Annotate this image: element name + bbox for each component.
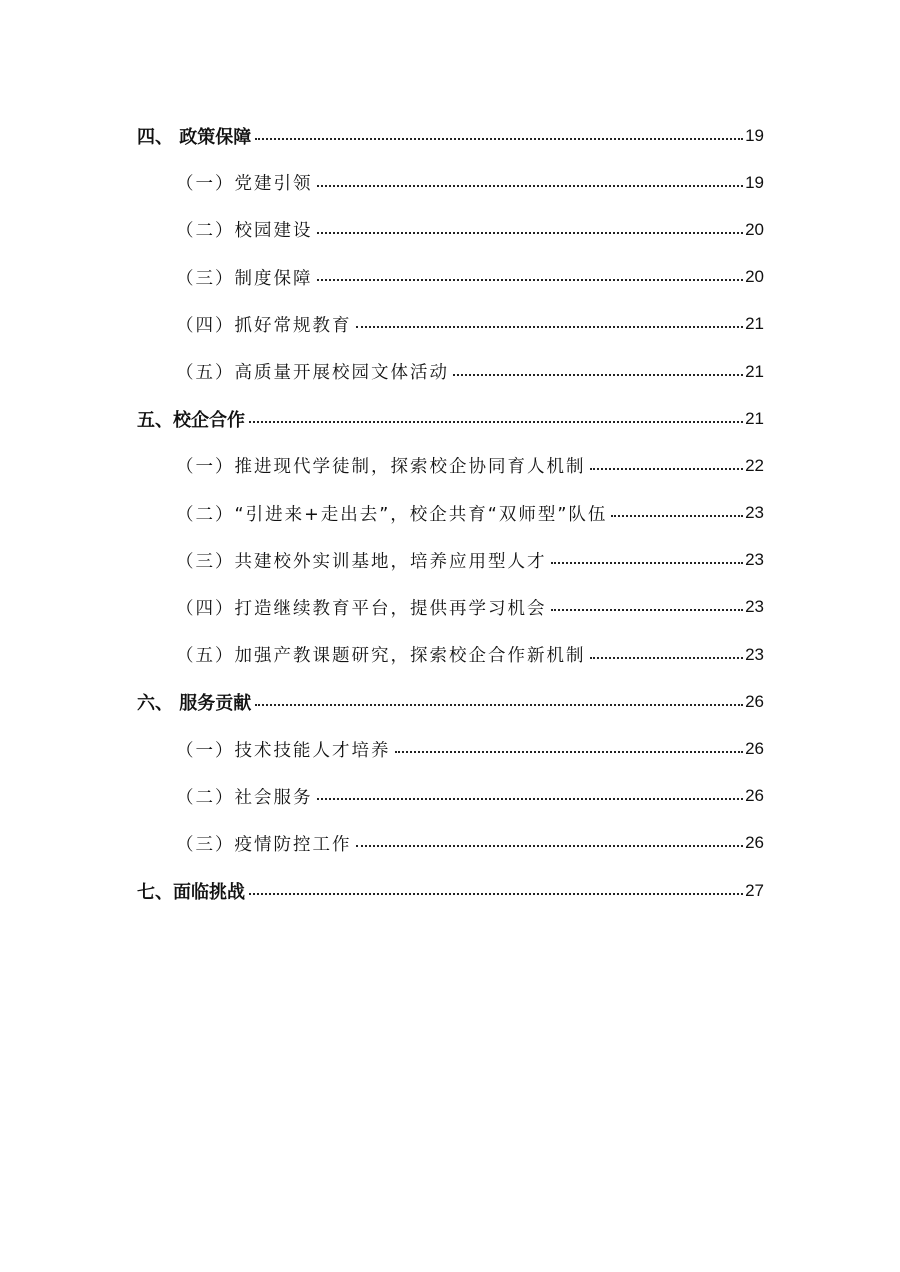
dot-leader	[255, 138, 743, 140]
toc-entry-4-1[interactable]	[0, 159, 900, 206]
toc-entry-title: （四）打造继续教育平台，提供再学习机会	[176, 598, 547, 619]
toc-entry-page: 26	[745, 691, 764, 711]
dot-leader	[590, 657, 744, 659]
toc-entry-4-5[interactable]	[0, 348, 900, 395]
toc-entry-6-3[interactable]	[0, 820, 900, 867]
dot-leader	[255, 704, 743, 706]
toc-entry-4-4[interactable]	[0, 301, 900, 348]
toc-entry-5-1[interactable]	[0, 442, 900, 489]
dot-leader	[356, 845, 744, 847]
toc-entry-title: （一）技术技能人才培养	[176, 740, 391, 761]
toc-entry-title: （三）制度保障	[176, 268, 313, 289]
toc-entry-page: 22	[745, 455, 764, 475]
toc-entry-5-5[interactable]	[0, 631, 900, 678]
toc-entry-section-4[interactable]	[0, 112, 900, 159]
toc-entry-4-3[interactable]	[0, 254, 900, 301]
dot-leader	[317, 798, 744, 800]
toc-entry-title: 四、 政策保障	[137, 126, 252, 148]
toc-entry-section-6[interactable]	[0, 678, 900, 725]
toc-entry-title: （五）加强产教课题研究，探索校企合作新机制	[176, 646, 586, 667]
table-of-contents	[0, 112, 900, 914]
toc-entry-5-3[interactable]	[0, 537, 900, 584]
toc-entry-page: 20	[745, 267, 764, 287]
dot-leader	[395, 751, 744, 753]
dot-leader	[317, 279, 744, 281]
toc-entry-title: （二）社会服务	[176, 787, 313, 808]
toc-entry-title: （一）党建引领	[176, 174, 313, 195]
dot-leader	[317, 185, 744, 187]
toc-entry-4-2[interactable]	[0, 206, 900, 253]
dot-leader	[590, 468, 744, 470]
dot-leader	[249, 893, 743, 895]
toc-entry-page: 23	[745, 644, 764, 664]
toc-entry-page: 20	[745, 219, 764, 239]
toc-entry-page: 27	[745, 880, 764, 900]
toc-entry-page: 23	[745, 550, 764, 570]
toc-entry-title: （一）推进现代学徒制，探索校企协同育人机制	[176, 457, 586, 478]
toc-entry-page: 26	[745, 786, 764, 806]
toc-entry-5-4[interactable]	[0, 584, 900, 631]
dot-leader	[249, 421, 743, 423]
toc-entry-title: 六、 服务贡献	[137, 692, 252, 714]
toc-entry-title: （三）共建校外实训基地，培养应用型人才	[176, 551, 547, 572]
toc-entry-title: 五、校企合作	[137, 409, 245, 431]
toc-entry-page: 21	[745, 314, 764, 334]
dot-leader	[611, 515, 743, 517]
toc-entry-page: 19	[745, 125, 764, 145]
toc-entry-page: 23	[745, 597, 764, 617]
toc-entry-page: 19	[745, 172, 764, 192]
toc-entry-6-2[interactable]	[0, 773, 900, 820]
toc-entry-title: （四）抓好常规教育	[176, 315, 352, 336]
toc-entry-title: （二）“引进来+走出去”，校企共育“双师型”队伍	[176, 504, 608, 525]
toc-entry-title: （三）疫情防控工作	[176, 834, 352, 855]
toc-entry-page: 21	[745, 408, 764, 428]
dot-leader	[551, 609, 744, 611]
toc-entry-section-7[interactable]	[0, 867, 900, 914]
toc-entry-page: 23	[745, 503, 764, 523]
toc-entry-page: 26	[745, 833, 764, 853]
toc-entry-6-1[interactable]	[0, 725, 900, 772]
toc-entry-section-5[interactable]	[0, 395, 900, 442]
toc-entry-title: （二）校园建设	[176, 221, 313, 242]
dot-leader	[551, 562, 744, 564]
dot-leader	[453, 374, 743, 376]
dot-leader	[356, 326, 744, 328]
dot-leader	[317, 232, 744, 234]
toc-entry-page: 26	[745, 739, 764, 759]
toc-entry-5-2[interactable]	[0, 490, 900, 537]
toc-entry-title: 七、面临挑战	[137, 881, 245, 903]
toc-entry-title: （五）高质量开展校园文体活动	[176, 363, 449, 384]
toc-entry-page: 21	[745, 361, 764, 381]
